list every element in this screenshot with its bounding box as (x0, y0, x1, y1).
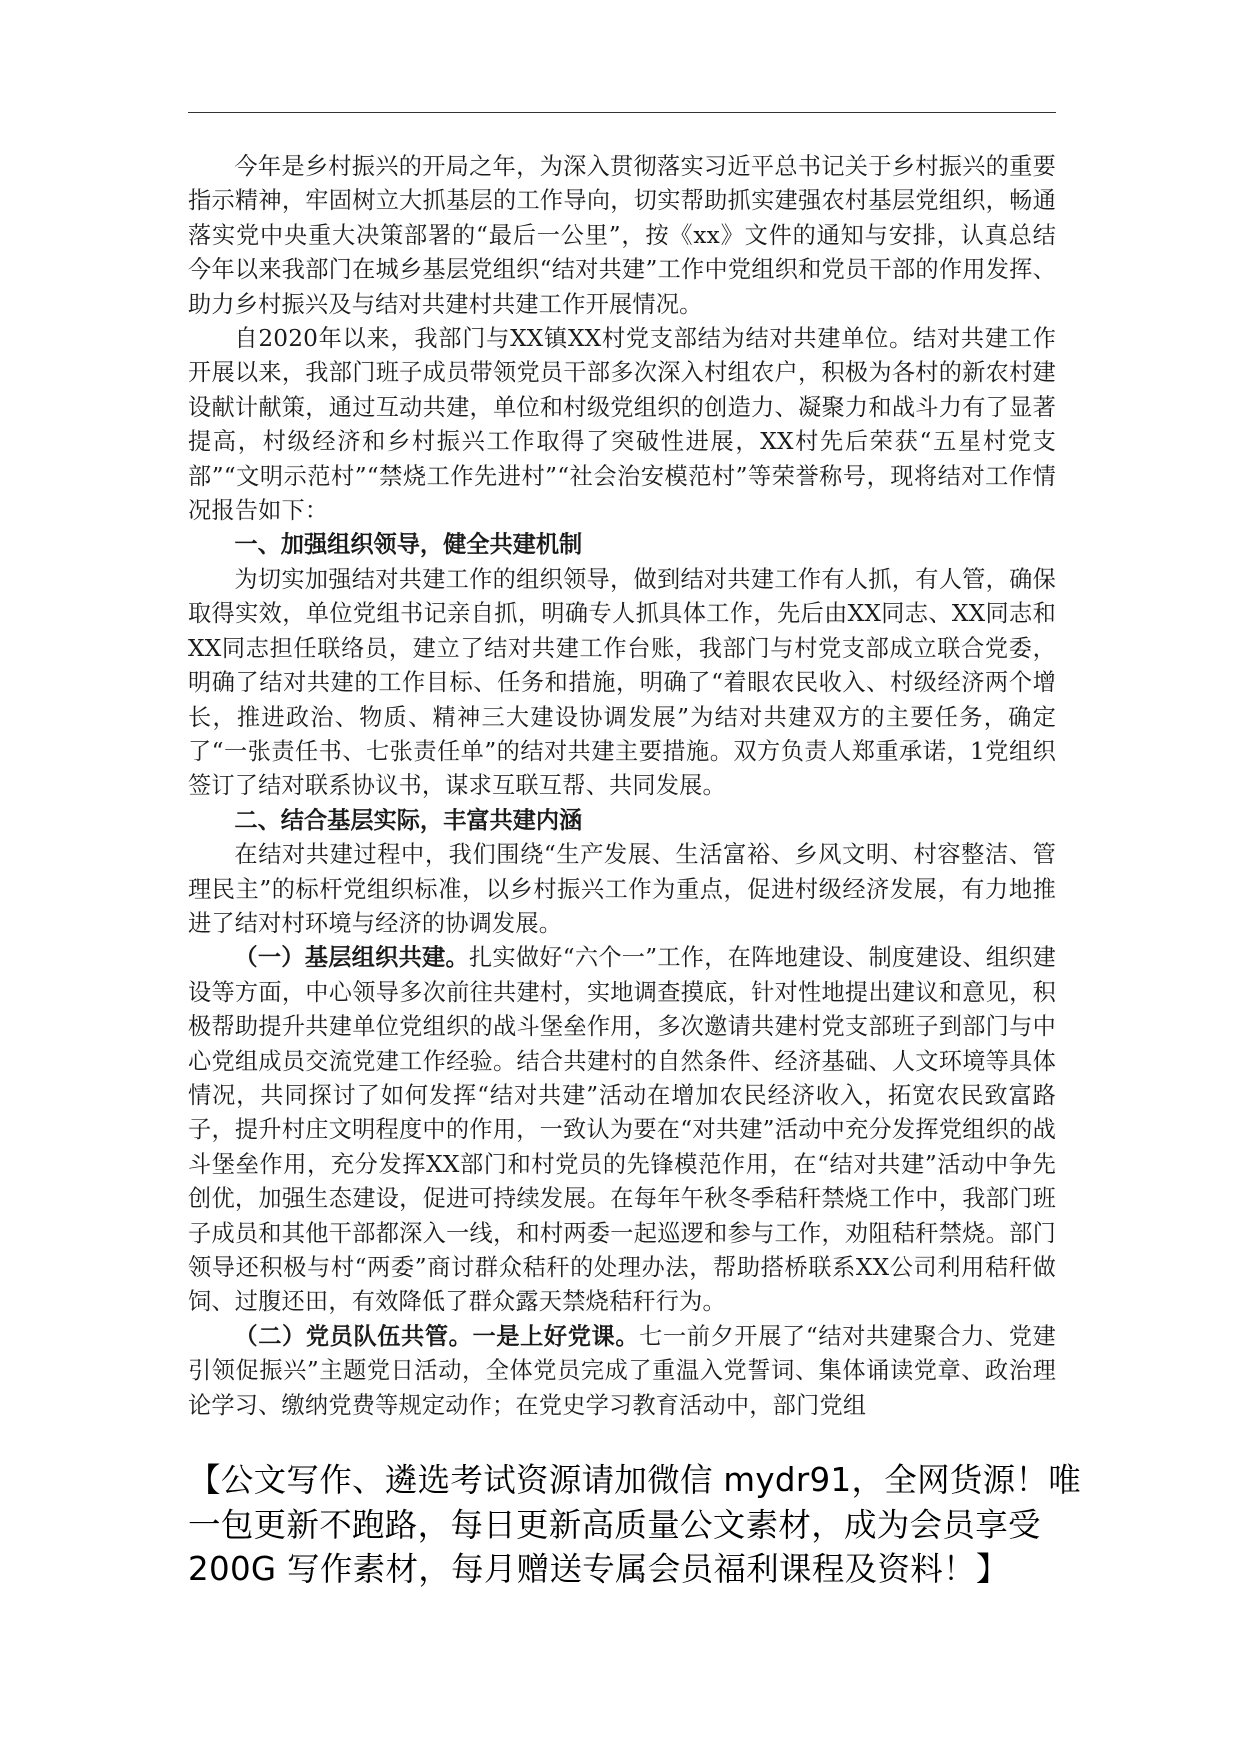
subsection-2-body: 七一前夕开展了“结对共建聚合力、党建引领促振兴”主题党日活动，全体党员完成了重温入党誓词、集体诵读党章、政治理论学习、缴纳党费等规定动作；在党史学习教育活动中，部门党组 (188, 1322, 1056, 1419)
section-heading-1: 一、加强组织领导，健全共建机制 (234, 531, 583, 559)
promo-notice: 【公文写作、遴选考试资源请加微信 mydr91，全网货源！唯一包更新不跑路，每日更新高质量公文素材，成为会员享受 200G 写作素材，每月赠送专属会员福利课程及资料！】 (188, 1461, 1082, 1588)
paragraph-intro: 今年是乡村振兴的开局之年，为深入贯彻落实习近平总书记关于乡村振兴的重要指示精神，牢固树立大抓基层的工作导向，切实帮助抓实建强农村基层党组织，畅通落实党中央重大决策部署的“最后一公里”，按《xx》文件的通知与安排，认真总结今年以来我部门在城乡基层党组织“结对共建”工作中党组织和党员干部的作用发挥、助力乡村振兴及与结对共建村共建工作开展情况。 (188, 153, 1056, 318)
paragraph-background: 自2020年以来，我部门与XX镇XX村党支部结为结对共建单位。结对共建工作开展以来，我部门班子成员带领党员干部多次深入村组农户，积极为各村的新农村建设献计献策，通过互动共建，单位和村级党组织的创造力、凝聚力和战斗力有了显著提高，村级经济和乡村振兴工作取得了突破性进展，XX村先后荣获“五星村党支部”“文明示范村”“禁烧工作先进村”“社会治安模范村”等荣誉称号，现将结对工作情况报告如下： (188, 325, 1056, 525)
paragraph-section-1: 为切实加强结对共建工作的组织领导，做到结对共建工作有人抓，有人管，确保取得实效，单位党组书记亲自抓，明确专人抓具体工作，先后由XX同志、XX同志和XX同志担任联络员，建立了结对共建工作台账，我部门与村党支部成立联合党委，明确了结对共建的工作目标、任务和措施，明确了“着眼农民收入、村级经济两个增长，推进政治、物质、精神三大建设协调发展”为结对共建双方的主要任务，确定了“一张责任书、七张责任单”的结对共建主要措施。双方负责人郑重承诺，1党组织签订了结对联系协议书，谋求互联互帮、共同发展。 (188, 565, 1056, 800)
paragraph-section-2-intro: 在结对共建过程中，我们围绕“生产发展、生活富裕、乡风文明、村容整洁、管理民主”的标杆党组织标准，以乡村振兴工作为重点，促进村级经济发展，有力地推进了结对村环境与经济的协调发展。 (188, 841, 1056, 937)
section-heading-2: 二、结合基层实际，丰富共建内涵 (234, 806, 583, 834)
subsection-1-lead: （一）基层组织共建。 (234, 944, 469, 972)
paragraph-subsection-1 (188, 941, 1056, 1319)
header-rule (188, 112, 1056, 113)
paragraph-subsection-2 (188, 1320, 1056, 1423)
subsection-1-body: 扎实做好“六个一”工作，在阵地建设、制度建设、组织建设等方面，中心领导多次前往共建村，实地调查摸底，针对性地提出建议和意见，积极帮助提升共建单位党组织的战斗堡垒作用，多次邀请共建村党支部班子到部门与中心党组成员交流党建工作经验。结合共建村的自然条件、经济基础、人文环境等具体情况，共同探讨了如何发挥“结对共建”活动在增加农民经济收入，拓宽农民致富路子，提升村庄文明程度中的作用，一致认为要在“对共建”活动中充分发挥党组织的战斗堡垒作用，充分发挥XX部门和村党员的先锋模范作用，在“结对共建”活动中争先创优，加强生态建设，促进可持续发展。在每年午秋冬季秸秆禁烧工作中，我部门班子成员和其他干部都深入一线，和村两委一起巡逻和参与工作，劝阻秸秆禁烧。部门领导还积极与村“两委”商讨群众秸秆的处理办法，帮助搭桥联系XX公司利用秸秆做饲、过腹还田，有效降低了群众露天禁烧秸秆行为。 (188, 944, 1057, 1316)
document-body (188, 150, 1056, 1423)
subsection-2-lead: （二）党员队伍共管。一是上好党课。 (234, 1322, 640, 1350)
